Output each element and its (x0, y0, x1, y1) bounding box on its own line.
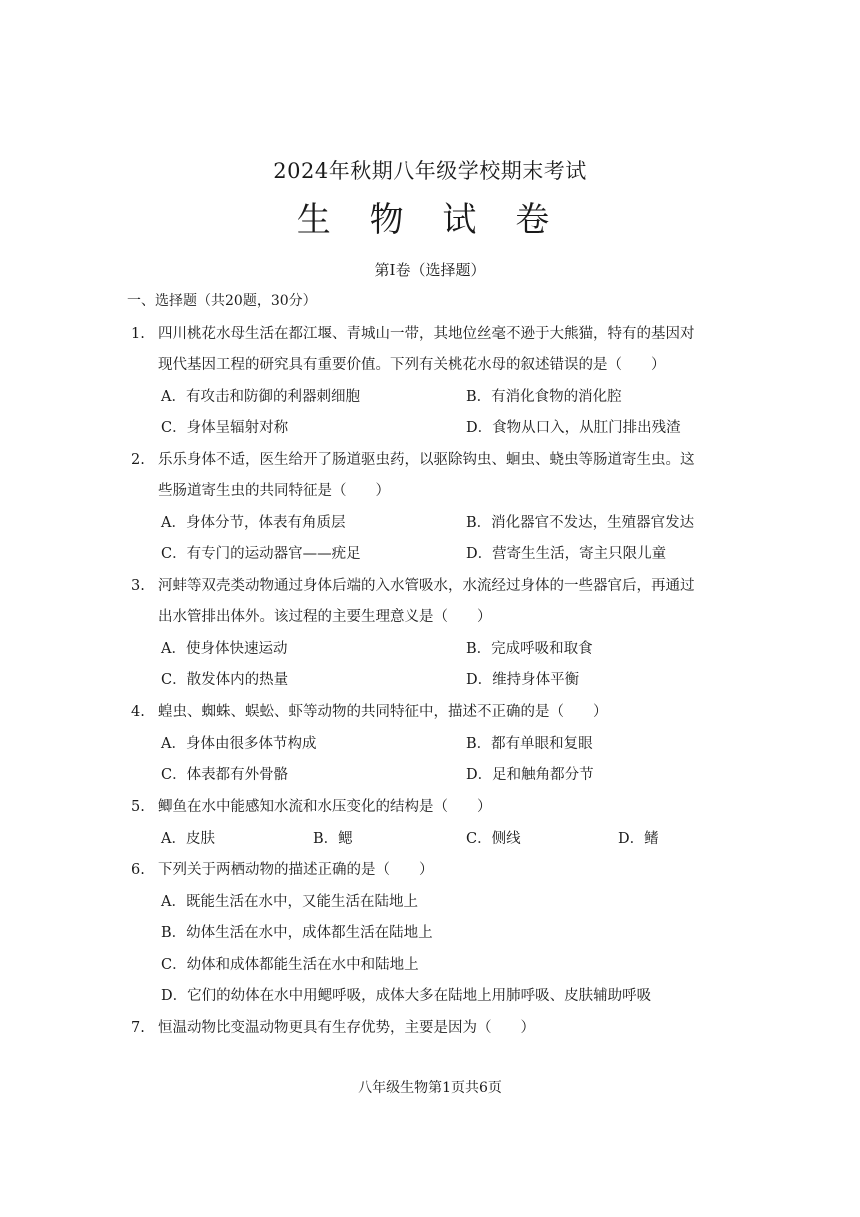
question-2 (131, 448, 695, 469)
question-number: 1. (131, 326, 145, 342)
question-text: 蝗虫、蜘蛛、蜈蚣、虾等动物的共同特征中，描述不正确的是（ ） (158, 704, 608, 720)
question-number: 2. (131, 452, 145, 468)
option-c: C．身体呈辐射对称 (161, 420, 289, 436)
total-pages: 6 (479, 1080, 488, 1096)
question-7 (131, 1016, 535, 1037)
option-c: C．幼体和成体都能生活在水中和陆地上 (161, 957, 419, 973)
page-footer (0, 1077, 860, 1097)
question-number: 5. (131, 799, 145, 815)
option-a: A．皮肤 (161, 831, 215, 847)
exam-subtitle: 生 物 试 卷 (296, 200, 564, 240)
option-b: B．有消化食物的消化腔 (466, 389, 622, 405)
option-a: A．使身体快速运动 (161, 641, 288, 657)
question-text-line: 现代基因工程的研究具有重要价值。下列有关桃花水母的叙述错误的是（ ） (158, 357, 666, 373)
question-text-line: 出水管排出体外。该过程的主要生理意义是（ ） (158, 609, 492, 625)
option-b: B．消化器官不发达，生殖器官发达 (466, 515, 695, 531)
option-c: C．散发体内的热量 (161, 672, 289, 688)
option-a: A．身体由很多体节构成 (161, 736, 317, 752)
question-1 (131, 322, 695, 343)
question-4 (131, 700, 608, 721)
question-number: 3. (131, 578, 145, 594)
option-d: D．食物从口入，从肛门排出残渣 (466, 420, 681, 436)
footer-prefix: 八年级生物第 (358, 1080, 443, 1096)
footer-middle: 页共 (451, 1080, 479, 1096)
option-d: D．营寄生生活，寄主只限儿童 (466, 546, 667, 562)
part-heading: 第Ⅰ卷（选择题） (374, 261, 486, 279)
question-5 (131, 795, 492, 816)
question-number: 4. (131, 704, 145, 720)
option-d: D．鳍 (618, 831, 659, 847)
question-text: 乐乐身体不适，医生给开了肠道驱虫药，以驱除钩虫、蛔虫、蛲虫等肠道寄生虫。这 (158, 452, 695, 468)
exam-title: 2024年秋期八年级学校期末考试 (273, 159, 587, 183)
option-d: D．它们的幼体在水中用鳃呼吸，成体大多在陆地上用肺呼吸、皮肤辅助呼吸 (161, 988, 652, 1004)
option-c: C．有专门的运动器官——疣足 (161, 546, 361, 562)
option-b: B．鳃 (313, 831, 353, 847)
page-number: 1 (442, 1080, 451, 1096)
option-c: C．侧线 (466, 831, 521, 847)
question-number: 6. (131, 862, 145, 878)
option-a: A．既能生活在水中，又能生活在陆地上 (161, 894, 418, 910)
question-text: 四川桃花水母生活在都江堰、青城山一带，其地位丝毫不逊于大熊猫，特有的基因对 (158, 326, 695, 342)
footer-suffix: 页 (487, 1080, 502, 1096)
question-number: 7. (131, 1020, 145, 1036)
option-a: A．身体分节，体表有角质层 (161, 515, 346, 531)
option-d: D．足和触角都分节 (466, 767, 594, 783)
question-text-line: 些肠道寄生虫的共同特征是（ ） (158, 483, 390, 499)
question-text: 下列关于两栖动物的描述正确的是（ ） (158, 862, 434, 878)
option-c: C．体表都有外骨骼 (161, 767, 289, 783)
option-d: D．维持身体平衡 (466, 672, 580, 688)
question-text: 河蚌等双壳类动物通过身体后端的入水管吸水，水流经过身体的一些器官后，再通过 (158, 578, 695, 594)
question-text: 恒温动物比变温动物更具有生存优势，主要是因为（ ） (158, 1020, 535, 1036)
section-heading: 一、选择题（共20题，30分） (127, 293, 317, 309)
option-b: B．幼体生活在水中，成体都生活在陆地上 (161, 925, 433, 941)
option-b: B．都有单眼和复眼 (466, 736, 593, 752)
option-a: A．有攻击和防御的利器刺细胞 (161, 389, 360, 405)
question-6 (131, 858, 434, 879)
question-3 (131, 574, 695, 595)
option-b: B．完成呼吸和取食 (466, 641, 593, 657)
question-text: 鲫鱼在水中能感知水流和水压变化的结构是（ ） (158, 799, 492, 815)
